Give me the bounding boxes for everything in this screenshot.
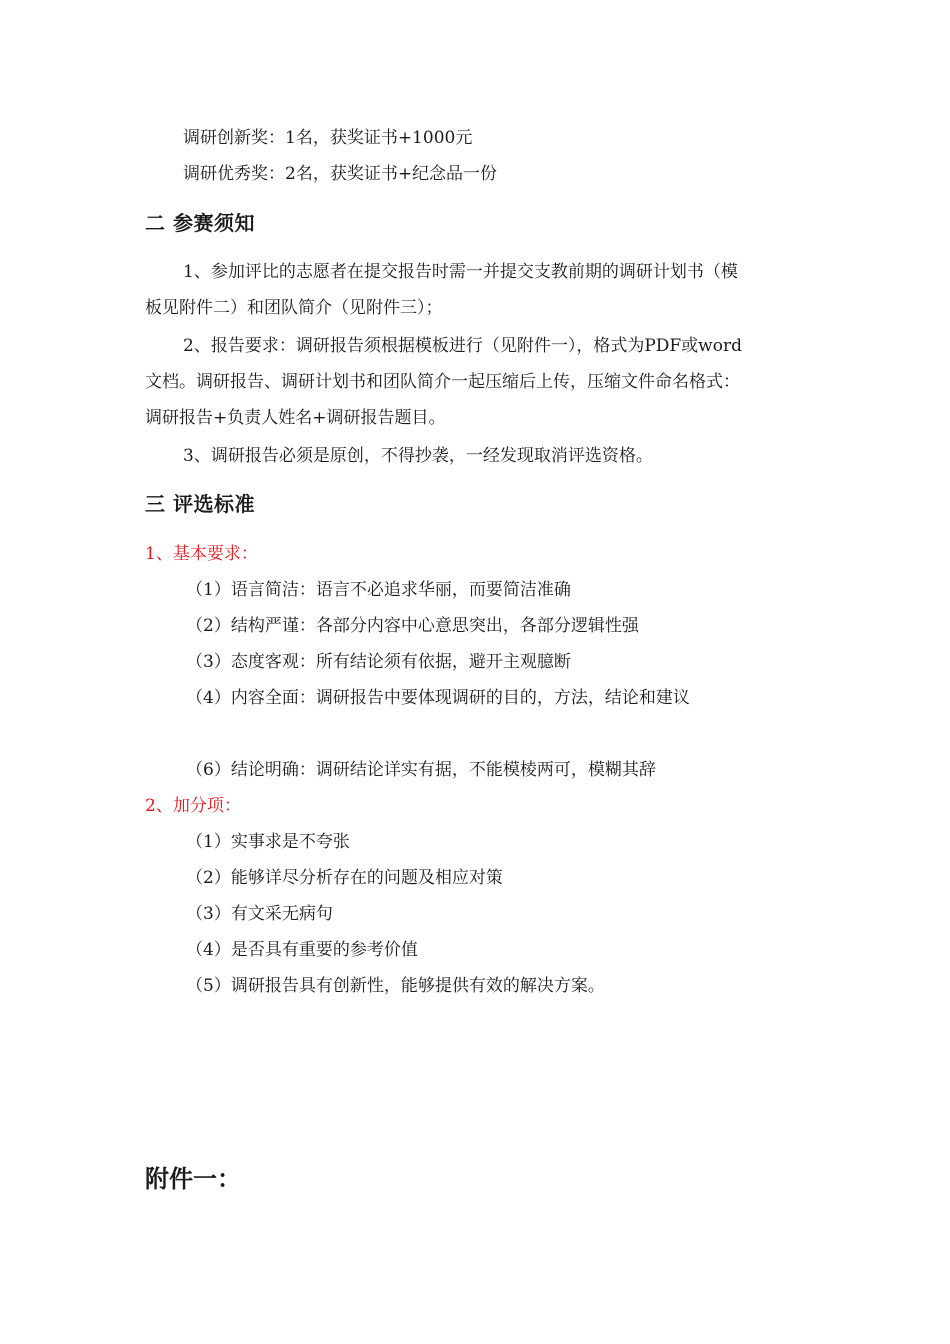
section-2-paragraph-1-line-2: 板见附件二）和团队简介（见附件三）； [145,298,443,318]
bonus-item: （3）有文采无病句 [186,904,333,924]
bonus-item: （2）能够详尽分析存在的问题及相应对策 [186,868,503,888]
section-2-title: 二 参赛须知 [145,211,255,235]
section-2-paragraph-3: 3、调研报告必须是原创，不得抄袭，一经发现取消评选资格。 [183,446,653,466]
appendix-1-title: 附件一： [145,1165,241,1193]
basic-requirement-item: （2）结构严谨：各部分内容中心意思突出，各部分逻辑性强 [186,616,639,636]
section-3-title: 三 评选标准 [145,492,255,516]
section-2-paragraph-2-line-2: 文档。调研报告、调研计划书和团队简介一起压缩后上传，压缩文件命名格式： [145,372,740,392]
bonus-item: （5）调研报告具有创新性，能够提供有效的解决方案。 [186,976,605,996]
basic-requirement-item: （4）内容全面：调研报告中要体现调研的目的，方法，结论和建议 [186,688,690,708]
bonus-item: （4）是否具有重要的参考价值 [186,940,418,960]
section-2-paragraph-2-line-1: 2、报告要求：调研报告须根据模板进行（见附件一），格式为PDF或word [183,336,742,356]
award-innovation: 调研创新奖：1名，获奖证书+1000元 [183,128,473,148]
award-excellent: 调研优秀奖：2名，获奖证书+纪念品一份 [183,164,498,184]
bonus-items-title: 2、加分项： [145,796,241,816]
basic-requirement-item: （6）结论明确：调研结论详实有据，不能模棱两可，模糊其辞 [186,760,656,780]
bonus-item: （1）实事求是不夸张 [186,832,350,852]
basic-requirements-title: 1、基本要求： [145,544,258,564]
basic-requirement-item: （1）语言简洁：语言不必追求华丽，而要简洁准确 [186,580,571,600]
section-2-paragraph-1-line-1: 1、参加评比的志愿者在提交报告时需一并提交支教前期的调研计划书（模 [183,262,738,282]
basic-requirement-item: （3）态度客观：所有结论须有依据，避开主观臆断 [186,652,571,672]
section-2-paragraph-2-line-3: 调研报告+负责人姓名+调研报告题目。 [145,408,446,428]
